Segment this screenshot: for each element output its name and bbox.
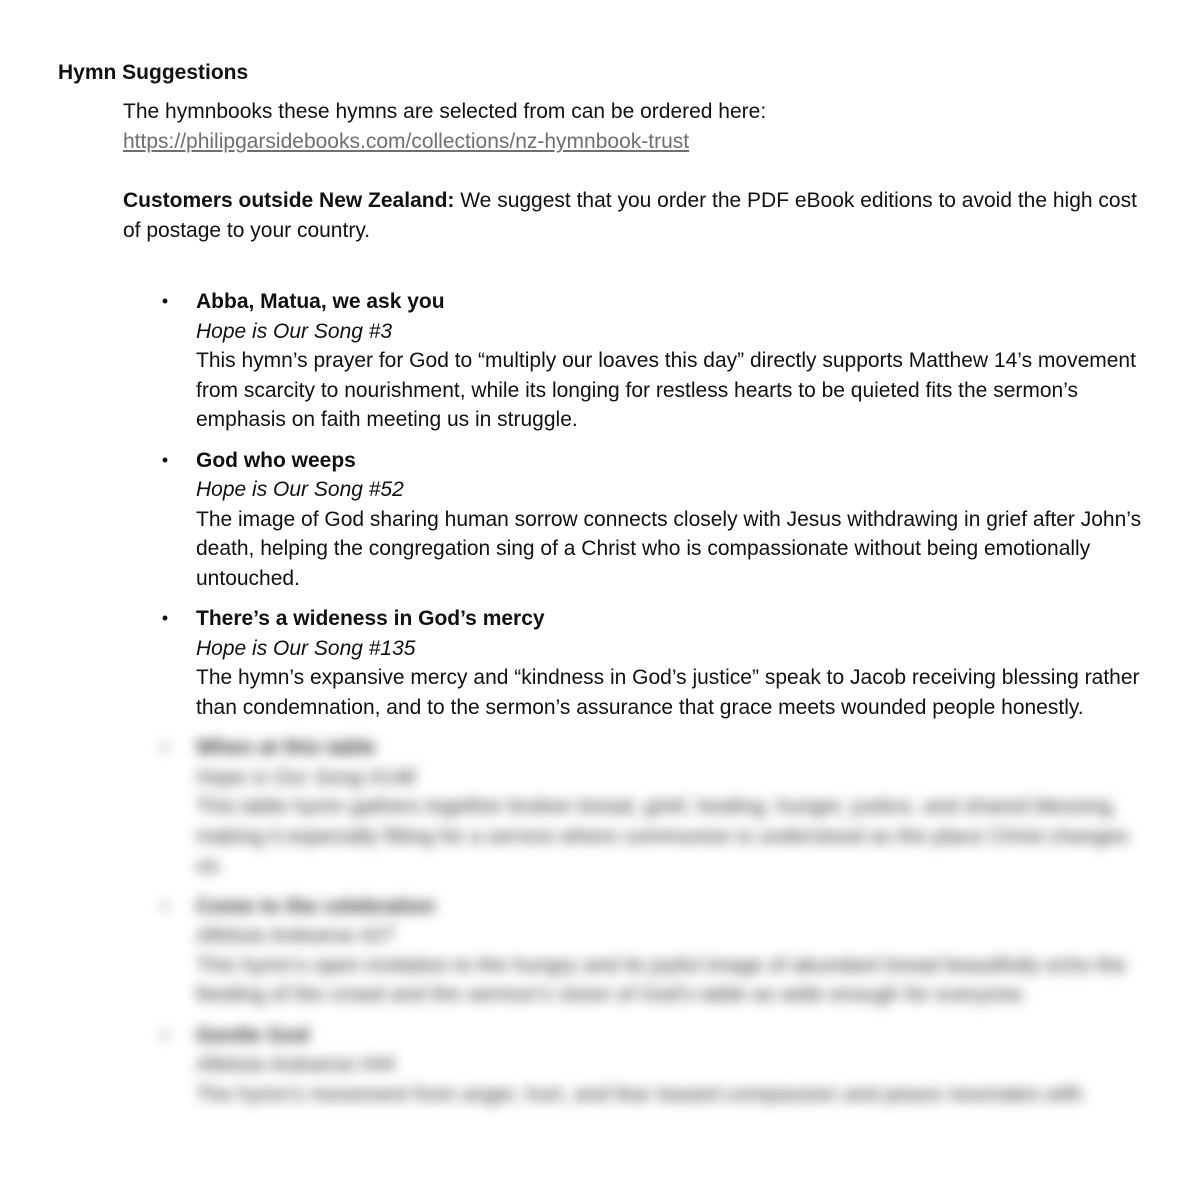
customers-text: We suggest that you order the PDF eBook editions to avoid the high cost of postage to your country.	[123, 189, 1137, 242]
list-item	[0, 604, 1156, 722]
intro-text: The hymnbooks these hymns are selected from can be ordered here:	[123, 100, 767, 123]
list-item	[0, 446, 1156, 594]
hymn-source: Alleluia Aotearoa #44	[196, 1053, 395, 1076]
list-item	[0, 733, 1156, 881]
hymn-source: Alleluia Aotearoa #27	[196, 924, 395, 947]
hymnbook-order-link[interactable]: https://philipgarsidebooks.com/collections/nz-hymnbook-trust	[123, 130, 690, 153]
customers-note	[123, 186, 1153, 246]
bullet-icon: •	[161, 1024, 169, 1045]
bullet-icon: •	[161, 895, 169, 916]
hymn-description: The hymn’s expansive mercy and “kindness in God’s justice” speak to Jacob receiving blessing rather than condemnation, and to the sermon’s assurance that grace meets wounded people honestly.	[196, 666, 1140, 719]
customers-label: Customers outside New Zealand:	[123, 189, 455, 212]
hymn-description: The image of God sharing human sorrow connects closely with Jesus withdrawing in grief after John’s death, helping the congregation sing of a Christ who is compassionate without being emotionally untouched.	[196, 507, 1142, 590]
hymn-source: Hope is Our Song #135	[196, 636, 416, 660]
hymn-description: This hymn’s prayer for God to “multiply our loaves this day” directly supports Matthew 14’s movement from scarcity to nourishment, while its longing for restless hearts to be quieted fits the sermon’s emphasis on faith meeting us in struggle.	[196, 349, 1136, 431]
bullet-icon: •	[161, 449, 169, 470]
list-item	[0, 1021, 1156, 1110]
hymn-source: Hope is Our Song #148	[196, 765, 416, 789]
hymn-source: Hope is Our Song #52	[196, 478, 404, 501]
list-item	[0, 892, 1156, 1010]
hymn-title: When at this table	[196, 736, 376, 759]
bullet-icon: •	[161, 291, 169, 311]
hymn-title: Abba, Matua, we ask you	[196, 290, 445, 313]
hymn-description: The hymn’s movement from anger, hurt, and fear toward compassion and peace resonates with	[196, 1082, 1083, 1106]
page-title: Hymn Suggestions	[58, 61, 249, 84]
bullet-icon: •	[161, 737, 169, 757]
hymn-list	[0, 287, 1183, 1120]
bullet-icon: •	[161, 608, 169, 628]
hymn-title: Gentle God	[196, 1023, 310, 1047]
hymn-description: This hymn’s open invitation to the hungry and its joyful image of abundant bread beautifully echo the feeding of the crowd and the sermon’s vision of God’s table as wide enough for everyone.	[196, 953, 1127, 1006]
hymn-description: This table hymn gathers together broken bread, grief, healing, hunger, justice, and shared blessing, making it especially fitting for a service where communion is understood as the place Christ changes us.	[196, 795, 1129, 877]
intro-paragraph	[123, 97, 1153, 157]
hymn-title: God who weeps	[196, 448, 356, 472]
hymn-title: Come to the celebration	[196, 894, 436, 918]
blurred-section	[0, 733, 1183, 1109]
list-item	[0, 287, 1156, 435]
hymn-source: Hope is Our Song #3	[196, 319, 393, 343]
hymn-title: There’s a wideness in God’s mercy	[196, 607, 545, 630]
